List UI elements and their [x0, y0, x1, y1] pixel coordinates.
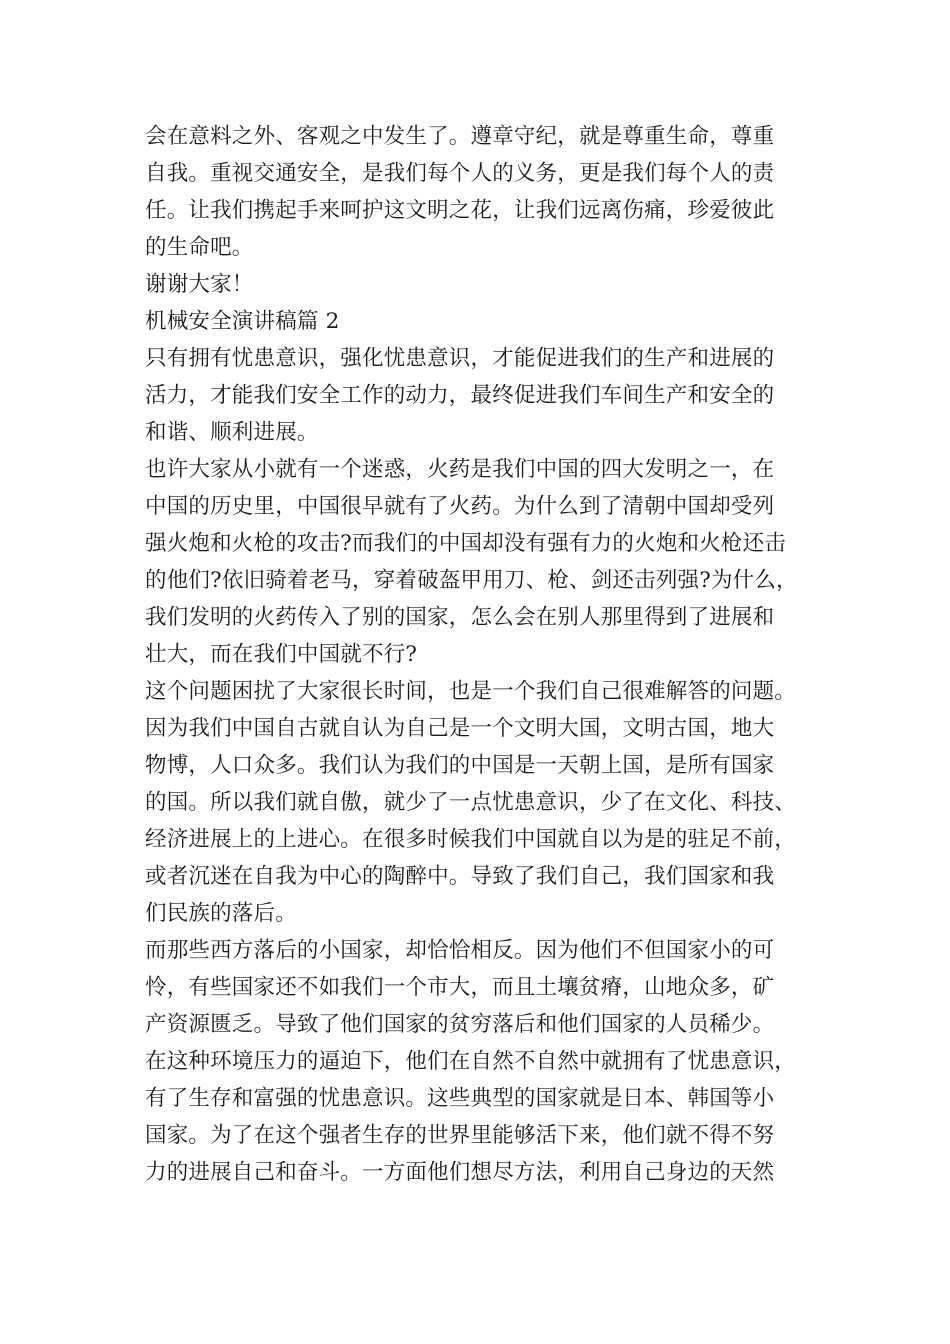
text-line: 这个问题困扰了大家很长时间，也是一个我们自己很难解答的问题。: [145, 679, 797, 704]
text-line: 因为我们中国自古就自认为自己是一个文明大国，文明古国，地大: [145, 716, 775, 741]
text-line: 壮大，而在我们中国就不行?: [145, 642, 418, 667]
text-line: 在这种环境压力的逼迫下，他们在自然不自然中就拥有了忧患意识，: [145, 1049, 797, 1074]
text-line: 中国的历史里，中国很早就有了火药。为什么到了清朝中国却受列: [145, 494, 775, 519]
text-line: 会在意料之外、客观之中发生了。遵章守纪，就是尊重生命，尊重: [145, 124, 775, 149]
text-line: 的生命吧。: [145, 235, 254, 260]
text-line: 产资源匮乏。导致了他们国家的贫穷落后和他们国家的人员稀少。: [145, 1012, 775, 1037]
text-line: 我们发明的火药传入了别的国家，怎么会在别人那里得到了进展和: [145, 605, 775, 630]
section-title: 机械安全演讲稿篇 2: [145, 309, 340, 334]
text-line: 强火炮和火枪的攻击?而我们的中国却没有强有力的火炮和火枪还击: [145, 531, 787, 556]
text-line: 有了生存和富强的忧患意识。这些典型的国家就是日本、韩国等小: [145, 1086, 775, 1111]
text-line: 自我。重视交通安全，是我们每个人的义务，更是我们每个人的责: [145, 161, 775, 186]
text-line: 也许大家从小就有一个迷惑，火药是我们中国的四大发明之一，在: [145, 457, 775, 482]
text-line: 们民族的落后。: [145, 901, 297, 926]
text-line: 国家。为了在这个强者生存的世界里能够活下来，他们就不得不努: [145, 1123, 775, 1148]
text-line: 的国。所以我们就自傲，就少了一点忧患意识，少了在文化、科技、: [145, 790, 797, 815]
text-line: 和谐、顺利进展。: [145, 420, 319, 445]
text-line: 物博，人口众多。我们认为我们的中国是一天朝上国，是所有国家: [145, 753, 775, 778]
text-line: 活力，才能我们安全工作的动力，最终促进我们车间生产和安全的: [145, 383, 775, 408]
closing-line: 谢谢大家！: [145, 272, 254, 297]
text-line: 经济进展上的上进心。在很多时候我们中国就自以为是的驻足不前，: [145, 827, 797, 852]
text-line: 怜，有些国家还不如我们一个市大，而且土壤贫瘠，山地众多，矿: [145, 975, 775, 1000]
text-line: 任。让我们携起手来呵护这文明之花，让我们远离伤痛，珍爱彼此: [145, 198, 775, 223]
text-line: 只有拥有忧患意识，强化忧患意识，才能促进我们的生产和进展的: [145, 346, 775, 371]
document-body: [145, 118, 810, 1191]
text-line: 而那些西方落后的小国家，却恰恰相反。因为他们不但国家小的可: [145, 938, 775, 963]
text-line: 或者沉迷在自我为中心的陶醉中。导致了我们自己，我们国家和我: [145, 864, 775, 889]
text-line: 的他们?依旧骑着老马，穿着破盔甲用刀、枪、剑还击列强?为什么，: [145, 568, 798, 593]
text-line: 力的进展自己和奋斗。一方面他们想尽方法，利用自己身边的天然: [145, 1160, 775, 1185]
